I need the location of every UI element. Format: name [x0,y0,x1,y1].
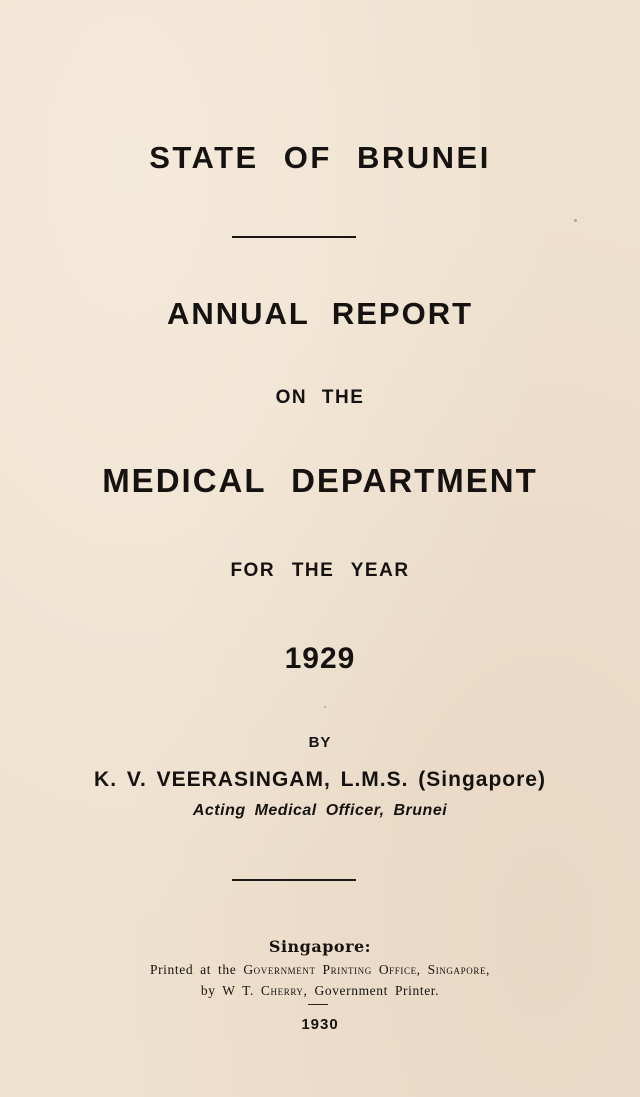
report-title: ANNUAL REPORT [166,296,474,331]
on-the-text: ON THE [275,387,365,408]
imprint-small-rule [308,1004,328,1005]
imprint-printer-line-2 [0,983,640,999]
imprint-line2-prefix: by W T. [200,983,261,998]
by-text: BY [308,734,332,751]
imprint-office: Government Printing Office, Singapore, [243,962,491,977]
imprint-printer-name: Cherry, [260,983,308,998]
bottom-divider-rule [232,879,356,881]
imprint-line1-prefix: Printed at the [149,962,244,977]
report-year: 1929 [284,642,356,675]
department-title: MEDICAL DEPARTMENT [102,462,538,499]
imprint-place: Singapore: [268,937,372,956]
for-the-year-text: FOR THE YEAR [230,560,410,581]
paper-speck [324,706,326,708]
imprint-printer-line-1 [0,962,640,978]
paper-speck [574,219,577,222]
top-divider-rule [232,236,356,238]
state-title: STATE OF BRUNEI [149,140,491,175]
imprint-year: 1930 [301,1016,339,1033]
imprint-line2-suffix: Government Printer. [307,983,440,998]
author-name: K. V. VEERASINGAM, L.M.S. (Singapore) [94,768,546,791]
author-title: Acting Medical Officer, Brunei [192,802,448,819]
